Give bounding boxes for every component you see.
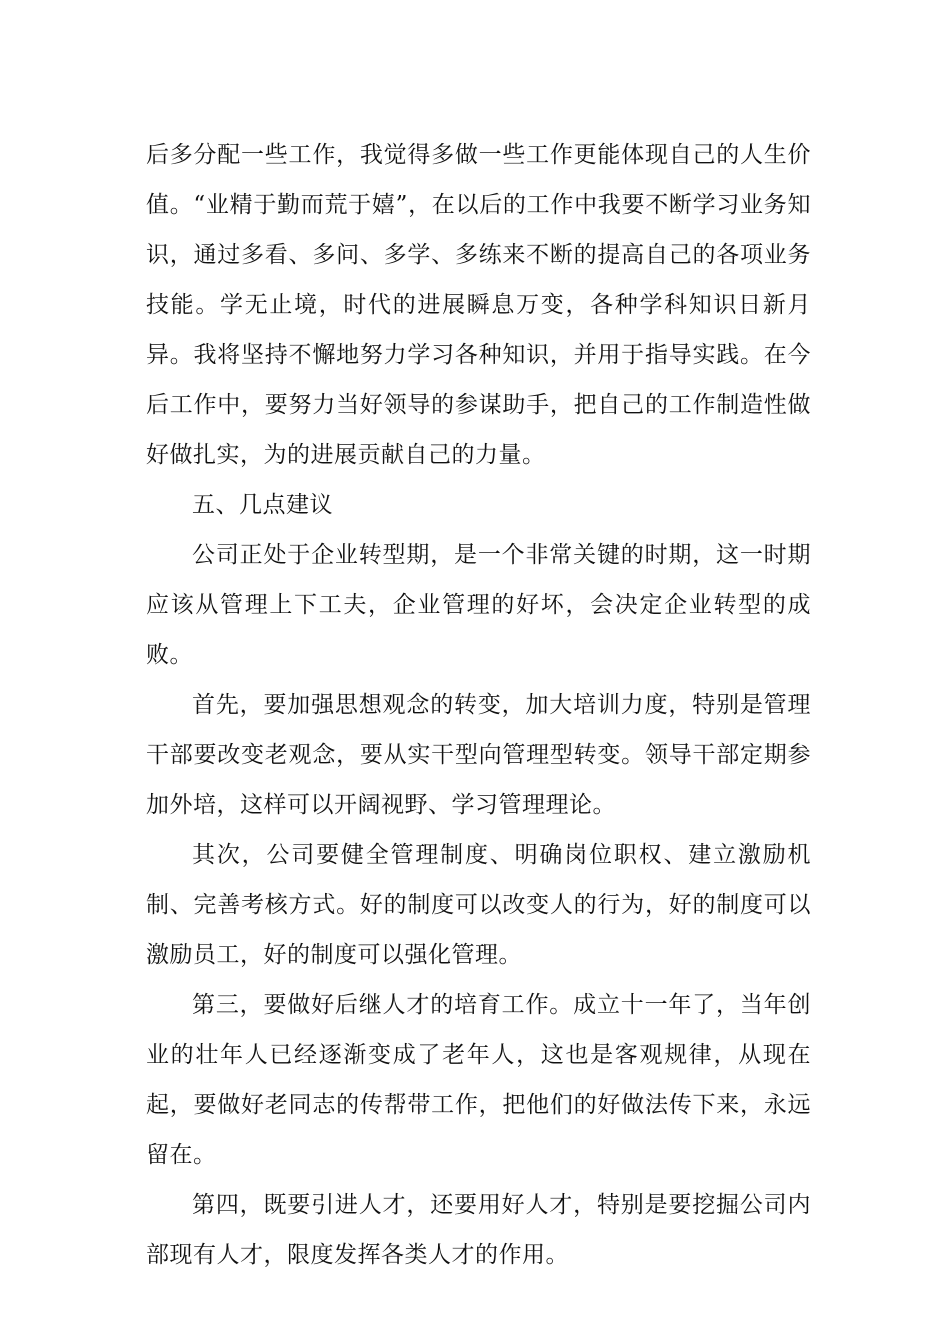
paragraph-first: 首先，要加强思想观念的转变，加大培训力度，特别是管理干部要改变老观念，要从实干型向管理型转变。领导干部定期参加外培，这样可以开阔视野、学习管理理论。 <box>146 692 811 818</box>
paragraph-fourth: 第四，既要引进人才，还要用好人才，特别是要挖掘公司内部现有人才，限度发挥各类人才的作用。 <box>146 1192 811 1268</box>
paragraph-intro: 公司正处于企业转型期，是一个非常关键的时期，这一时期应该从管理上下工夫，企业管理的好坏，会决定企业转型的成败。 <box>146 542 811 668</box>
document-body <box>146 130 811 1280</box>
paragraph-second: 其次，公司要健全管理制度、明确岗位职权、建立激励机制、完善考核方式。好的制度可以改变人的行为，好的制度可以激励员工，好的制度可以强化管理。 <box>146 842 811 968</box>
section-heading-suggestions: 五、几点建议 <box>192 492 333 518</box>
paragraph-continuation: 后多分配一些工作，我觉得多做一些工作更能体现自己的人生价值。“业精于勤而荒于嬉”，在以后的工作中我要不断学习业务知识，通过多看、多问、多学、多练来不断的提高自己的各项业务技能。学无止境，时代的进展瞬息万变，各种学科知识日新月异。我将坚持不懈地努力学习各种知识，并用于指导实践。在今后工作中，要努力当好领导的参谋助手，把自己的工作制造性做好做扎实，为的进展贡献自己的力量。 <box>146 142 811 468</box>
paragraph-third: 第三，要做好后继人才的培育工作。成立十一年了，当年创业的壮年人已经逐渐变成了老年人，这也是客观规律，从现在起，要做好老同志的传帮带工作，把他们的好做法传下来，永远留在。 <box>146 992 811 1168</box>
